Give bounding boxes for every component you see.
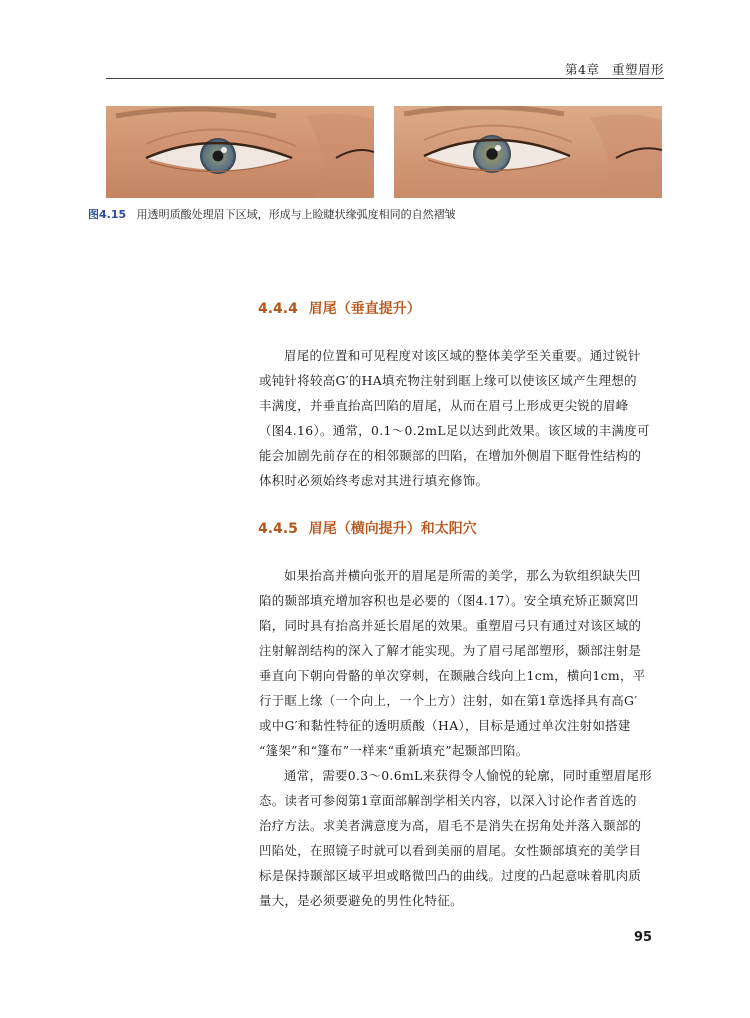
paragraph [259,343,674,493]
section-number: 4.4.5 [258,521,298,537]
paragraph [259,763,674,913]
section-title: 眉尾（垂直提升） [308,301,421,317]
section-heading [258,518,477,538]
text-line: （图4.16）。通常，0.1～0.2mL足以达到此效果。该区域的丰满度可 [259,423,650,438]
running-head [565,60,664,78]
text-line: 或钝针将较高G′的HA填充物注射到眶上缘可以使该区域产生理想的 [259,373,637,388]
text-line: 凹陷处，在照镜子时就可以看到美丽的眉尾。女性颞部填充的美学目 [259,843,642,858]
text-line: 如果抬高并横向张开的眉尾是所需的美学，那么为软组织缺失凹 [284,568,641,583]
after-eye-photo [394,106,662,198]
figure-caption-text: 用透明质酸处理眉下区域，形成与上睑睫状缘弧度相同的自然褶皱 [136,208,456,221]
section-title: 眉尾（横向提升）和太阳穴 [308,521,477,537]
chapter-title: 重塑眉形 [611,62,664,77]
text-line: 体积时必须始终考虑对其进行填充修饰。 [259,473,489,488]
text-line: 陷的颞部填充增加容积也是必要的（图4.17）。安全填充矫正颞窝凹 [259,593,639,608]
text-line: 行于眶上缘（一个向上，一个上方）注射，如在第1章选择具有高G′ [259,693,638,708]
text-line: 陷，同时具有抬高并延长眉尾的效果。重塑眉弓只有通过对该区域的 [259,618,642,633]
text-line: 标是保持颞部区域平坦或略微凹凸的曲线。过度的凸起意味着肌肉质 [259,868,642,883]
text-line: 或中G′和黏性特征的透明质酸（HA），目标是通过单次注射如搭建 [259,718,631,733]
section-heading [258,298,421,318]
text-line: 能会加剧先前存在的相邻颞部的凹陷，在增加外侧眉下眶骨性结构的 [259,448,642,463]
text-line: 眉尾的位置和可见程度对该区域的整体美学至关重要。通过锐针 [284,348,641,363]
text-line: 垂直向下朝向骨骼的单次穿刺，在颞融合线向上1cm，横向1cm，平 [259,668,646,683]
section-number: 4.4.4 [258,301,298,317]
text-line: 通常，需要0.3～0.6mL来获得令人愉悦的轮廓，同时重塑眉尾形 [284,768,652,783]
text-line: 态。读者可参阅第1章面部解剖学相关内容，以深入讨论作者首选的 [259,793,637,808]
text-line: 治疗方法。求美者满意度为高，眉毛不是消失在拐角处并落入颞部的 [259,818,642,833]
before-eye-photo [106,106,374,198]
figure-label: 图4.15 [88,208,127,221]
header-rule [106,78,664,79]
page-number: 95 [634,930,653,945]
chapter-number: 第4章 [565,62,600,77]
text-line: 丰满度，并垂直抬高凹陷的眉尾，从而在眉弓上形成更尖锐的眉峰 [259,398,629,413]
text-line: “篷架”和“篷布”一样来“重新填充”起颞部凹陷。 [259,743,529,758]
text-line: 量大，是必须要避免的男性化特征。 [259,893,463,908]
figure-caption [88,206,456,222]
text-line: 注射解剖结构的深入了解才能实现。为了眉弓尾部塑形，颞部注射是 [259,643,642,658]
paragraph [259,563,674,763]
